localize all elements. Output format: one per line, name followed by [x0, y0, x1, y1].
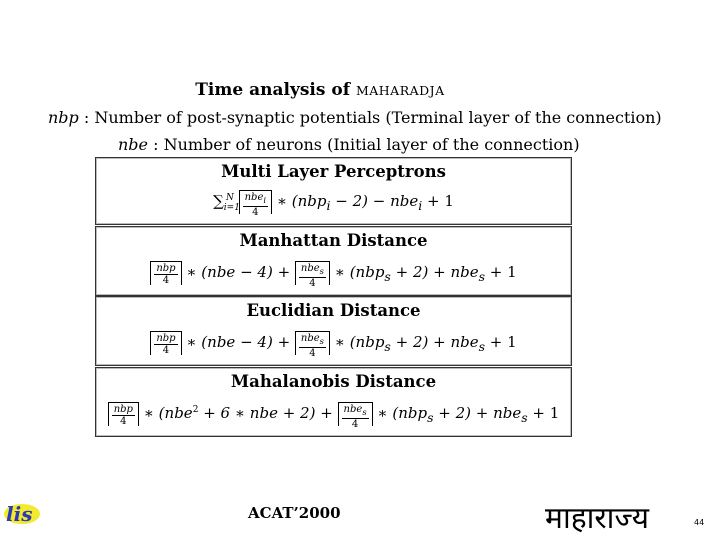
- formula-mlp: $\sum_{i=1}^N$ $\frac{nbe_i}{4}$ ∗ (nbp$_i$ − 2) − nbe$_i$ + 1: [213, 192, 454, 218]
- page-number: 44: [694, 518, 705, 527]
- ceil-bracket: $\frac{\text{nbp}}{4}$: [108, 402, 139, 426]
- formula-manhattan: $\frac{\text{nbp}}{4}$ ∗ (nbe − 4) + $\frac{nbe_s}{4}$ ∗ (nbp$_s$ + 2) + nbe$_s$ + 1: [96, 261, 571, 285]
- formula-euclidian: $\frac{\text{nbp}}{4}$ ∗ (nbe − 4) + $\frac{nbe_s}{4}$ ∗ (nbp$_s$ + 2) + nbe$_s$ + 1: [96, 331, 571, 355]
- box-euclidian: [95, 296, 572, 366]
- formula-tail: + 1: [527, 404, 560, 422]
- sum-sub: i=1: [223, 203, 240, 213]
- formula-part: + 6 ∗ nbe + 2) +: [198, 404, 338, 422]
- title-name: MAHARADJA: [355, 83, 445, 98]
- formula-tail: + 1: [485, 333, 517, 351]
- ceil-bracket: $\frac{\text{nbp}}{4}$: [150, 261, 181, 285]
- title-prefix: Time analysis of: [195, 80, 356, 100]
- fraction: $\frac{nbe_i}{4}$: [244, 192, 267, 218]
- formula-part: + 2) + nbe: [433, 404, 522, 422]
- box-mahalanobis: [95, 367, 572, 437]
- box-title-euclidian: Euclidian Distance: [246, 301, 421, 320]
- box-title-mahalanobis: Mahalanobis Distance: [230, 372, 437, 391]
- formula-part: + 2) + nbe: [390, 333, 479, 351]
- formula-part: ∗ (nbp: [334, 263, 385, 281]
- sum-symbol: ∑: [213, 192, 224, 210]
- footer-conference: ACAT’2000: [248, 504, 341, 522]
- formula-tail: + 1: [485, 263, 517, 281]
- nbe-symbol: nbe: [118, 135, 149, 154]
- formula-mahalanobis: $\frac{\text{nbp}}{4}$ ∗ (nbe$^2$ + 6 ∗ nbe + 2) + $\frac{nbe_s}{4}$ ∗ (nbp$_s$ + 2) + nbe$_s$ + 1: [96, 402, 571, 426]
- formula-part: ∗ (nbp: [377, 404, 428, 422]
- definition-nbe: [118, 135, 580, 154]
- ceil-bracket: $\frac{nbe_s}{4}$: [295, 331, 330, 355]
- formula-part: ∗ (nbp: [334, 333, 385, 351]
- formula-part: ∗ (nbp: [276, 192, 327, 210]
- ceil-bracket: $\frac{nbe_s}{4}$: [295, 261, 330, 285]
- nbp-text: : Number of post-synaptic potentials (Terminal layer of the connection): [78, 108, 662, 127]
- ceil-bracket: [239, 190, 272, 218]
- definition-nbp: [48, 108, 662, 127]
- sum-sup: N: [225, 193, 234, 203]
- formula-part: + 2) + nbe: [390, 263, 479, 281]
- formula-part: ∗ (nbe − 4) +: [186, 333, 295, 351]
- box-title-mlp: Multi Layer Perceptrons: [221, 162, 446, 181]
- ceil-bracket: $\frac{nbe_s}{4}$: [338, 402, 373, 426]
- lis-logo: [2, 500, 42, 526]
- box-mlp: [95, 157, 572, 225]
- box-manhattan: [95, 226, 572, 296]
- box-title-manhattan: Manhattan Distance: [239, 231, 428, 250]
- nbe-text: : Number of neurons (Initial layer of the connection): [148, 135, 580, 154]
- formula-tail: + 1: [422, 192, 454, 210]
- nbp-symbol: nbp: [48, 108, 79, 127]
- project-logo-devanagari: माहाराज्य: [545, 501, 650, 536]
- slide-title: [0, 80, 640, 100]
- logo-text: lis: [6, 502, 33, 526]
- formula-part: − 2) − nbe: [330, 192, 419, 210]
- ceil-bracket: $\frac{\text{nbp}}{4}$: [150, 331, 181, 355]
- formula-part: ∗ (nbe: [143, 404, 193, 422]
- formula-part: ∗ (nbe − 4) +: [186, 263, 295, 281]
